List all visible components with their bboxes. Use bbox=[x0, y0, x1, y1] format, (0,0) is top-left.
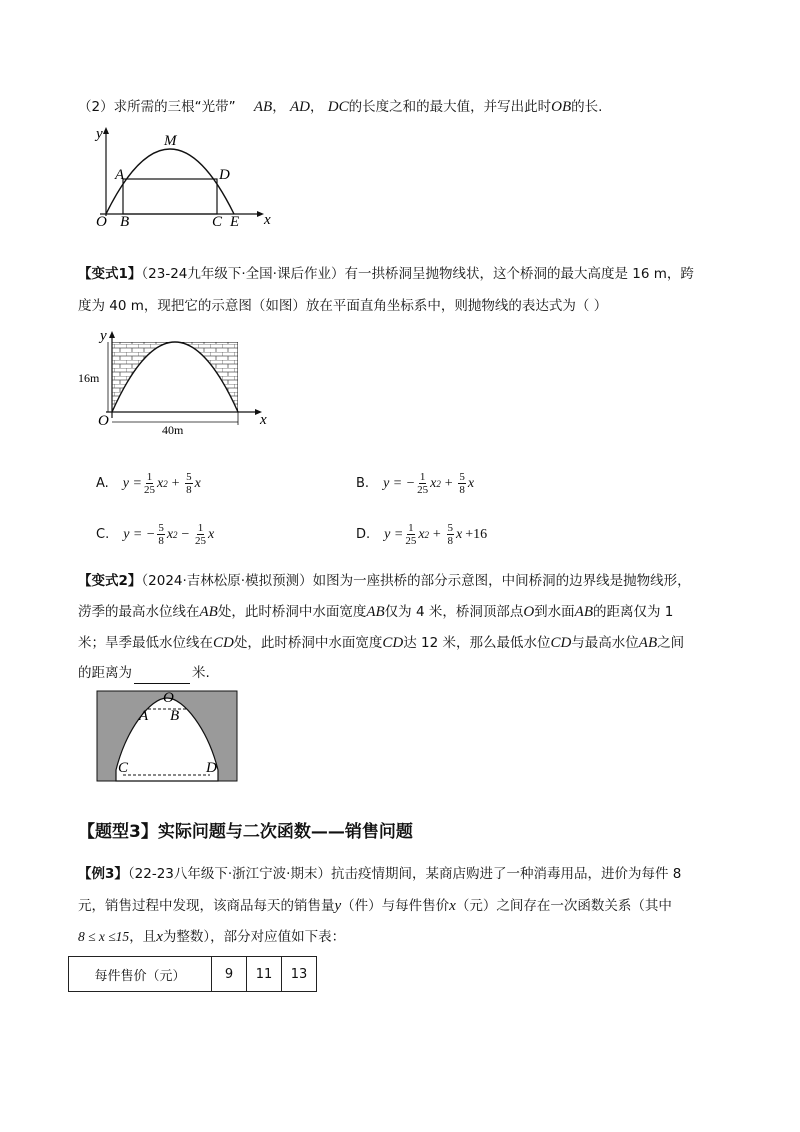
section-heading: 【题型3】实际问题与二次函数——销售问题 bbox=[78, 822, 413, 842]
label-a: A bbox=[139, 708, 149, 724]
table-header-cell: 每件售价（元） bbox=[69, 957, 212, 992]
variant-1-tag: 【变式1】 bbox=[78, 266, 142, 282]
label-height: 16m bbox=[78, 371, 100, 385]
parabola-curve bbox=[106, 149, 234, 214]
table-cell: 11 bbox=[247, 957, 282, 992]
price-table bbox=[68, 956, 317, 992]
example-3-line-3: 8 ≤ x ≤15，且x为整数），部分对应值如下表： bbox=[78, 929, 346, 945]
table-cell: 13 bbox=[282, 957, 317, 992]
figure-parabola-rectangle bbox=[84, 124, 284, 234]
example-3-line-2: 元，销售过程中发现，该商品每天的销售量y（件）与每件售价x（元）之间存在一次函数关系（其中 bbox=[78, 898, 672, 914]
label-d: D bbox=[219, 167, 230, 183]
label-d: D bbox=[206, 760, 217, 776]
label-o: O bbox=[98, 413, 109, 429]
figure-bridge-arch bbox=[78, 328, 278, 438]
option-a[interactable]: A. y = $\frac{1}{25}$ x 2 + $\frac{5}{8}$ x bbox=[96, 471, 201, 496]
variant-2-tag: 【变式2】 bbox=[78, 573, 142, 589]
label-e: E bbox=[230, 214, 240, 230]
variant-2-line-1: 【变式2】（2024·吉林松原·模拟预测）如图为一座拱桥的部分示意图，中间桥洞的边界线是抛物线形， bbox=[78, 573, 691, 589]
segment-ab: AB bbox=[253, 99, 273, 115]
option-b[interactable]: B. y = − $\frac{1}{25}$ x 2 + $\frac{5}{8}$ x bbox=[356, 471, 475, 496]
answer-blank[interactable] bbox=[134, 669, 190, 684]
option-d[interactable]: D. y = $\frac{1}{25}$ x 2 + $\frac{5}{8}$ x +16 bbox=[356, 522, 488, 547]
segment-ad: AD bbox=[290, 99, 310, 115]
label-b: B bbox=[120, 214, 130, 230]
label-o: O bbox=[163, 690, 174, 706]
question-2: （2）求所需的三根“光带” AB， AD， DC的长度之和的最大值，并写出此时OB的长. bbox=[78, 99, 603, 115]
segment-ob: OB bbox=[551, 99, 572, 115]
label-x: x bbox=[264, 212, 271, 228]
variant-2-line-4: 的距离为 米. bbox=[78, 662, 210, 684]
label-c: C bbox=[212, 214, 223, 230]
label-y: y bbox=[100, 328, 107, 344]
label-width: 40m bbox=[162, 423, 184, 437]
y-axis-arrow bbox=[109, 331, 115, 338]
variant-1-line-1: 【变式1】（23-24九年级下·全国·课后作业）有一拱桥洞呈抛物线状，这个桥洞的最大高度是 16 m，跨 bbox=[78, 266, 694, 282]
table-cell: 9 bbox=[212, 957, 247, 992]
label-c: C bbox=[118, 760, 129, 776]
figure-gray-arch-bridge bbox=[96, 690, 238, 782]
example-3-line-1: 【例3】（22-23八年级下·浙江宁波·期末）抗击疫情期间，某商店购进了一种消毒用品，进价为每件 8 bbox=[78, 866, 682, 882]
y-axis-arrow bbox=[103, 127, 109, 134]
label-y: y bbox=[96, 126, 103, 142]
label-a: A bbox=[115, 167, 125, 183]
label-x: x bbox=[260, 412, 267, 428]
option-c[interactable]: C. y = − $\frac{5}{8}$ x 2 − $\frac{1}{25}$ x bbox=[96, 522, 215, 547]
label-b: B bbox=[170, 708, 180, 724]
inscribed-rectangle bbox=[123, 179, 217, 214]
variant-2-line-2: 涝季的最高水位线在AB处，此时桥洞中水面宽度AB仅为 4 米，桥洞顶部点O到水面AB的距离仅为 1 bbox=[78, 604, 674, 620]
label-m: M bbox=[164, 133, 177, 149]
segment-dc: DC bbox=[327, 99, 349, 115]
variant-1-line-2: 度为 40 m，现把它的示意图（如图）放在平面直角坐标系中，则抛物线的表达式为（ ） bbox=[78, 298, 608, 314]
table-row bbox=[69, 957, 317, 992]
label-o: O bbox=[96, 214, 107, 230]
example-3-tag: 【例3】 bbox=[78, 866, 128, 882]
x-axis-arrow bbox=[257, 211, 264, 217]
variant-2-line-3: 米；旱季最低水位线在CD处，此时桥洞中水面宽度CD达 12 米，那么最低水位CD与最高水位AB之间 bbox=[78, 635, 685, 651]
